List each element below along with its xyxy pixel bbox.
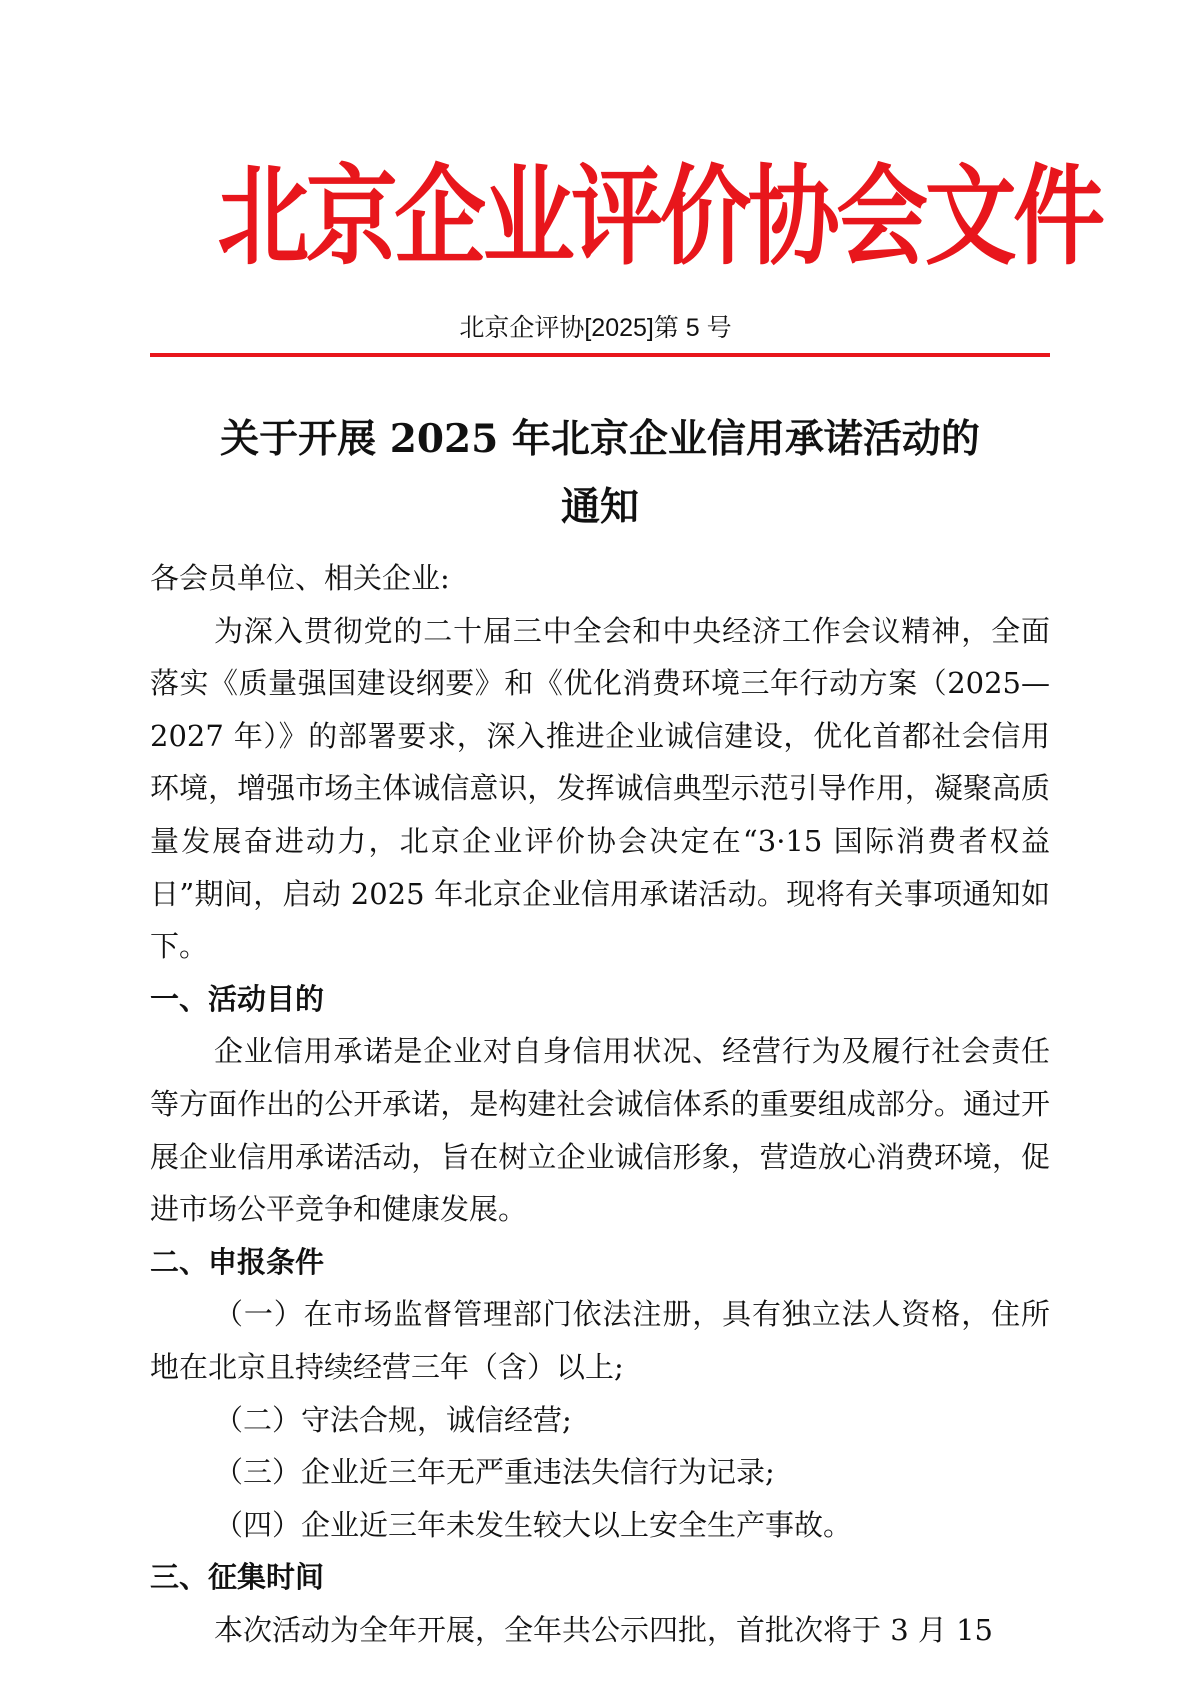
condition-item: （二）守法合规，诚信经营; bbox=[214, 1402, 572, 1437]
masthead-title: 北京企业评价协会文件 bbox=[217, 155, 1102, 280]
red-divider bbox=[150, 353, 1050, 357]
title-line-1: 关于开展 2025 年北京企业信用承诺活动的 bbox=[220, 416, 980, 462]
condition-item: （四）企业近三年未发生较大以上安全生产事故。 bbox=[214, 1507, 853, 1542]
intro-paragraph: 为深入贯彻党的二十届三中全会和中央经济工作会议精神，全面落实《质量强国建设纲要》和《优化消费环境三年行动方案（2025—2027 年）》的部署要求，深入推进企业诚信建设，优化首都社会信用环境，增强市场主体诚信意识，发挥诚信典型示范引导作用，凝聚高质量发展奋进动力，北京企业评价协会决定在“3·15 国际消费者权益日”期间，启动 2025 年北京企业信用承诺活动。现将有关事项通知如下。 bbox=[150, 613, 1050, 964]
section-heading-schedule: 三、征集时间 bbox=[150, 1560, 325, 1595]
condition-item: （三）企业近三年无严重违法失信行为记录; bbox=[214, 1455, 775, 1490]
title-line-2: 通知 bbox=[560, 484, 639, 530]
document-body bbox=[150, 552, 1050, 1656]
document-title bbox=[150, 405, 1050, 541]
section-heading-conditions: 二、申报条件 bbox=[150, 1244, 325, 1279]
section-text-purpose: 企业信用承诺是企业对自身信用状况、经营行为及履行社会责任等方面作出的公开承诺，是构建社会诚信体系的重要组成部分。通过开展企业信用承诺活动，旨在树立企业诚信形象，营造放心消费环境，促进市场公平竞争和健康发展。 bbox=[150, 1034, 1050, 1227]
section-heading-purpose: 一、活动目的 bbox=[150, 981, 325, 1016]
condition-item: （一）在市场监督管理部门依法注册，具有独立法人资格，住所地在北京且持续经营三年（含）以上; bbox=[150, 1297, 1050, 1384]
section-text-schedule: 本次活动为全年开展，全年共公示四批，首批次将于 3 月 15 bbox=[214, 1612, 994, 1647]
salutation: 各会员单位、相关企业: bbox=[150, 561, 450, 595]
document-number: 北京企评协[2025]第 5 号 bbox=[459, 314, 732, 342]
